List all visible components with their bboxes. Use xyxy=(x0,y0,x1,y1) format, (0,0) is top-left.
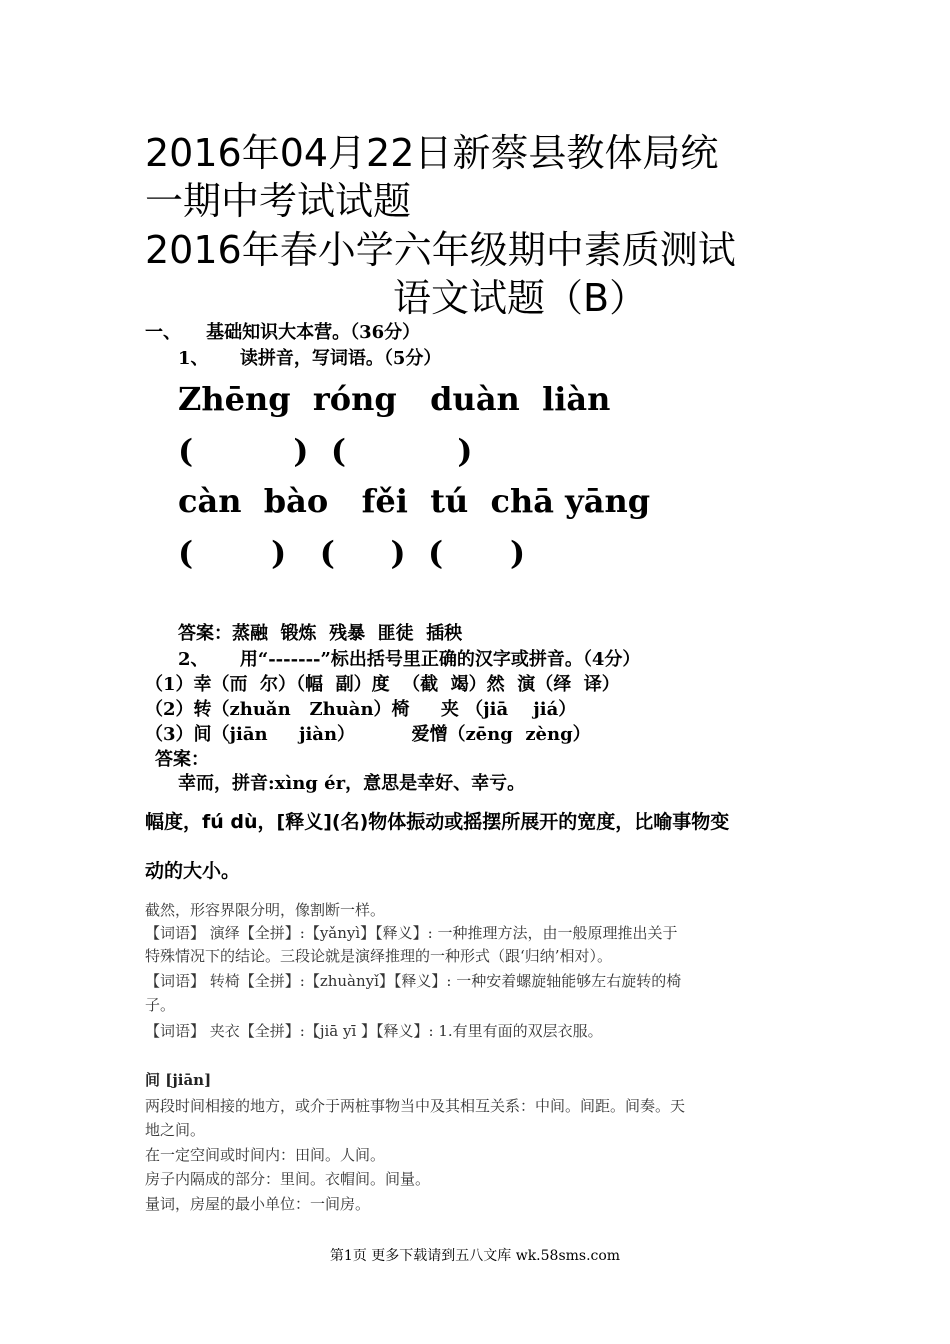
pinyin-row-2: càn bào fěi tú chā yāng xyxy=(178,482,651,520)
question-2-item-1: （1）幸（而 尔）（幅 副）度 （截 竭）然 演（绎 译） xyxy=(145,674,620,695)
jian-line: 量词，房屋的最小单位：一间房。 xyxy=(145,1195,371,1213)
jian-line: 房子内隔成的部分：里间。衣帽间。间量。 xyxy=(145,1170,431,1188)
answer-2-line-1: 幸而，拼音:xìng ér，意思是幸好、幸亏。 xyxy=(178,773,526,794)
title-line-3: 2016年春小学六年级期中素质测试 xyxy=(145,228,736,272)
note-line: 特殊情况下的结论。三段论就是演绎推理的一种形式（跟‘归纳’相对）。 xyxy=(145,947,613,965)
note-line: 子。 xyxy=(145,996,176,1014)
question-2: 2、 用“-------”标出括号里正确的汉字或拼音。（4分） xyxy=(178,649,641,670)
jian-line: 地之间。 xyxy=(145,1121,206,1139)
question-2-item-3: （3）间（jiān jiàn） 爱憎（zēng zèng） xyxy=(145,724,591,745)
answer-2-line-3: 动的大小。 xyxy=(145,860,241,882)
note-line: 【词语】 转椅【全拼】:【zhuànyǐ】【释义】: 一种安着螺旋轴能够左右旋转的椅 xyxy=(145,972,682,990)
answer-2-label: 答案： xyxy=(155,749,209,770)
answer-1: 答案：蒸融 锻炼 残暴 匪徒 插秧 xyxy=(178,623,463,644)
title-line-1: 2016年04月22日新蔡县教体局统 xyxy=(145,131,719,175)
question-2-item-2: （2）转（zhuǎn Zhuàn）椅 夹 （jiā jiá） xyxy=(145,699,577,720)
page-footer: 第1页 更多下载请到五八文库 wk.58sms.com xyxy=(329,1248,621,1264)
brackets-row-1: ( ) ( ) xyxy=(178,432,473,470)
note-line: 【词语】 夹衣【全拼】:【jiā yī 】【释义】: 1.有里有面的双层衣服。 xyxy=(145,1022,603,1040)
note-line: 截然，形容界限分明，像割断一样。 xyxy=(145,901,386,919)
jian-line: 两段时间相接的地方，或介于两桩事物当中及其相互关系：中间。间距。间奏。天 xyxy=(145,1097,686,1115)
question-1: 1、 读拼音，写词语。（5分） xyxy=(178,348,442,369)
pinyin-row-1: Zhēng róng duàn liàn xyxy=(178,380,611,418)
section-heading: 一、 基础知识大本营。（36分） xyxy=(145,322,421,343)
brackets-row-2: ( ) ( ) ( ) xyxy=(178,534,526,572)
note-line: 【词语】 演绎【全拼】:【yǎnyì】【释义】: 一种推理方法，由一般原理推出关于 xyxy=(145,924,678,942)
title-line-4: 语文试题（B） xyxy=(393,276,648,320)
jian-line: 在一定空间或时间内：田间。人间。 xyxy=(145,1146,386,1164)
title-line-2: 一期中考试试题 xyxy=(145,179,412,223)
answer-2-line-2: 幅度，fú dù，[释义](名)物体振动或摇摆所展开的宽度，比喻事物变 xyxy=(145,811,730,833)
jian-heading: 间 [jiān] xyxy=(145,1071,212,1089)
